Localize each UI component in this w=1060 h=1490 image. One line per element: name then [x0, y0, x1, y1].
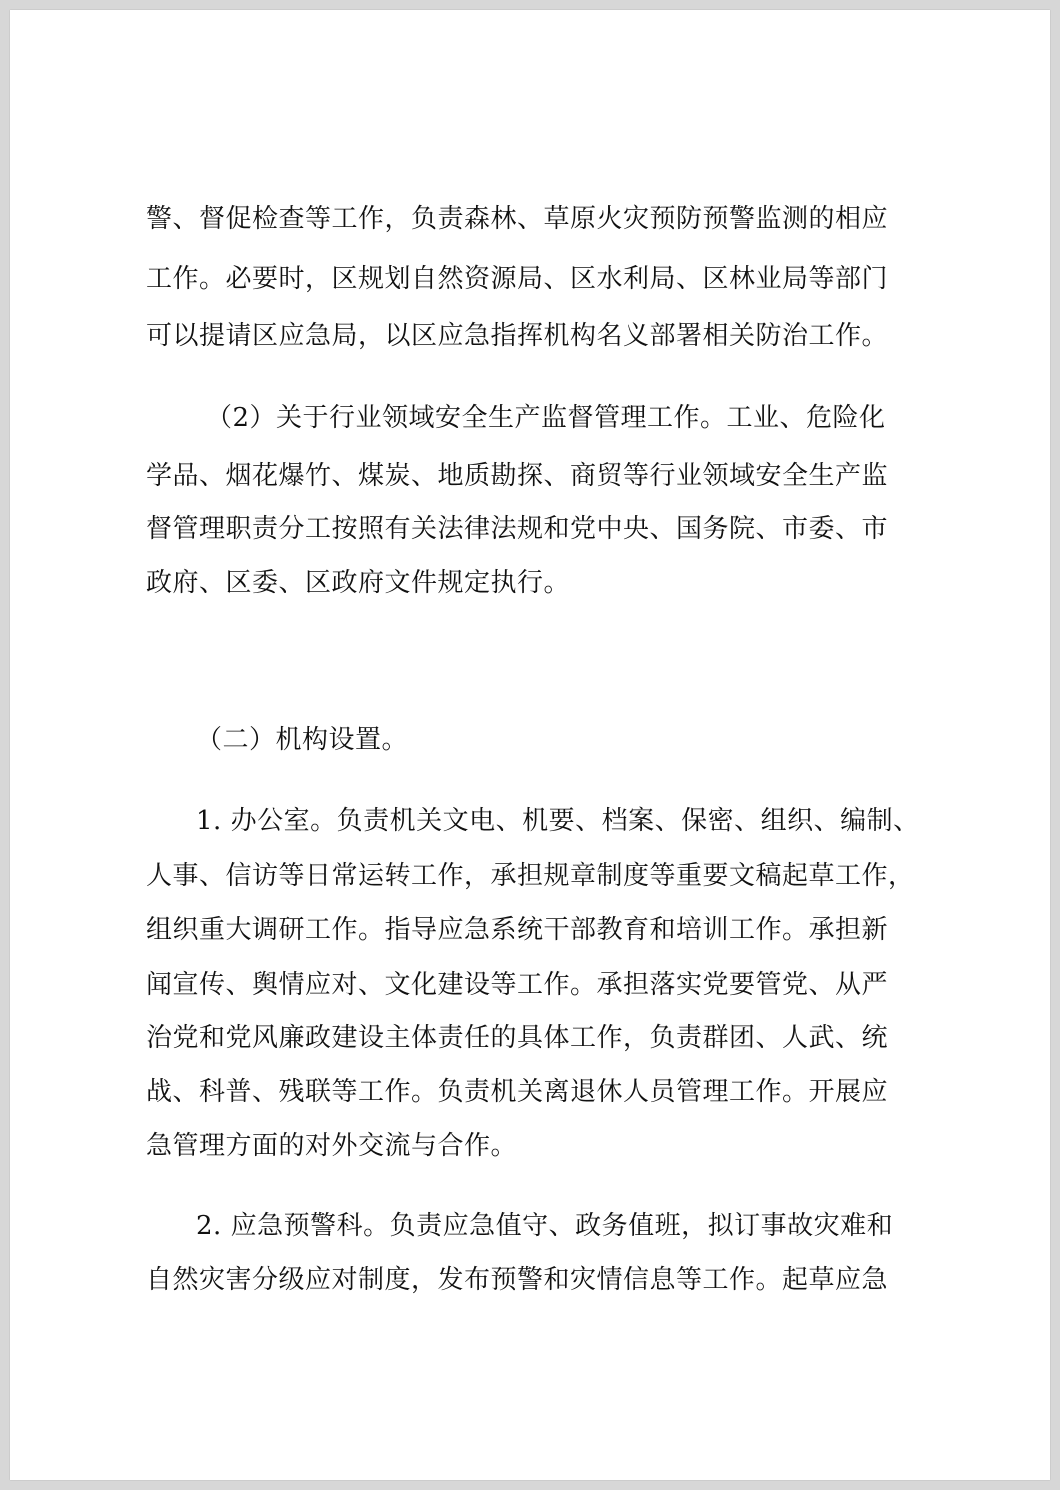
paragraph-line: 组织重大调研工作。指导应急系统干部教育和培训工作。承担新	[146, 915, 889, 945]
paragraph-line: 闻宣传、舆情应对、文化建设等工作。承担落实党要管党、从严	[146, 970, 889, 1000]
paragraph-line: 2. 应急预警科。负责应急值守、政务值班，拟订事故灾难和	[196, 1211, 894, 1241]
paragraph-line: 治党和党风廉政建设主体责任的具体工作，负责群团、人武、统	[146, 1023, 889, 1053]
paragraph-line: 学品、烟花爆竹、煤炭、地质勘探、商贸等行业领域安全生产监	[146, 461, 889, 491]
paragraph-line: 人事、信访等日常运转工作，承担规章制度等重要文稿起草工作，	[146, 861, 915, 891]
paragraph-line: 政府、区委、区政府文件规定执行。	[146, 568, 571, 598]
paragraph-line: 战、科普、残联等工作。负责机关离退休人员管理工作。开展应	[146, 1077, 889, 1107]
paragraph-line: 急管理方面的对外交流与合作。	[146, 1131, 518, 1161]
paragraph-line: 督管理职责分工按照有关法律法规和党中央、国务院、市委、市	[146, 514, 889, 544]
section-heading: （二）机构设置。	[196, 725, 409, 755]
paragraph-line: 1. 办公室。负责机关文电、机要、档案、保密、组织、编制、	[196, 806, 920, 836]
paragraph-line: （2）关于行业领域安全生产监督管理工作。工业、危险化	[206, 403, 886, 433]
paragraph-line: 警、督促检查等工作，负责森林、草原火灾预防预警监测的相应	[146, 204, 889, 234]
paragraph-line: 工作。必要时，区规划自然资源局、区水利局、区林业局等部门	[146, 264, 889, 294]
paragraph-line: 自然灾害分级应对制度，发布预警和灾情信息等工作。起草应急	[146, 1265, 889, 1295]
paragraph-line: 可以提请区应急局，以区应急指挥机构名义部署相关防治工作。	[146, 321, 889, 351]
document-page	[10, 10, 1050, 1480]
